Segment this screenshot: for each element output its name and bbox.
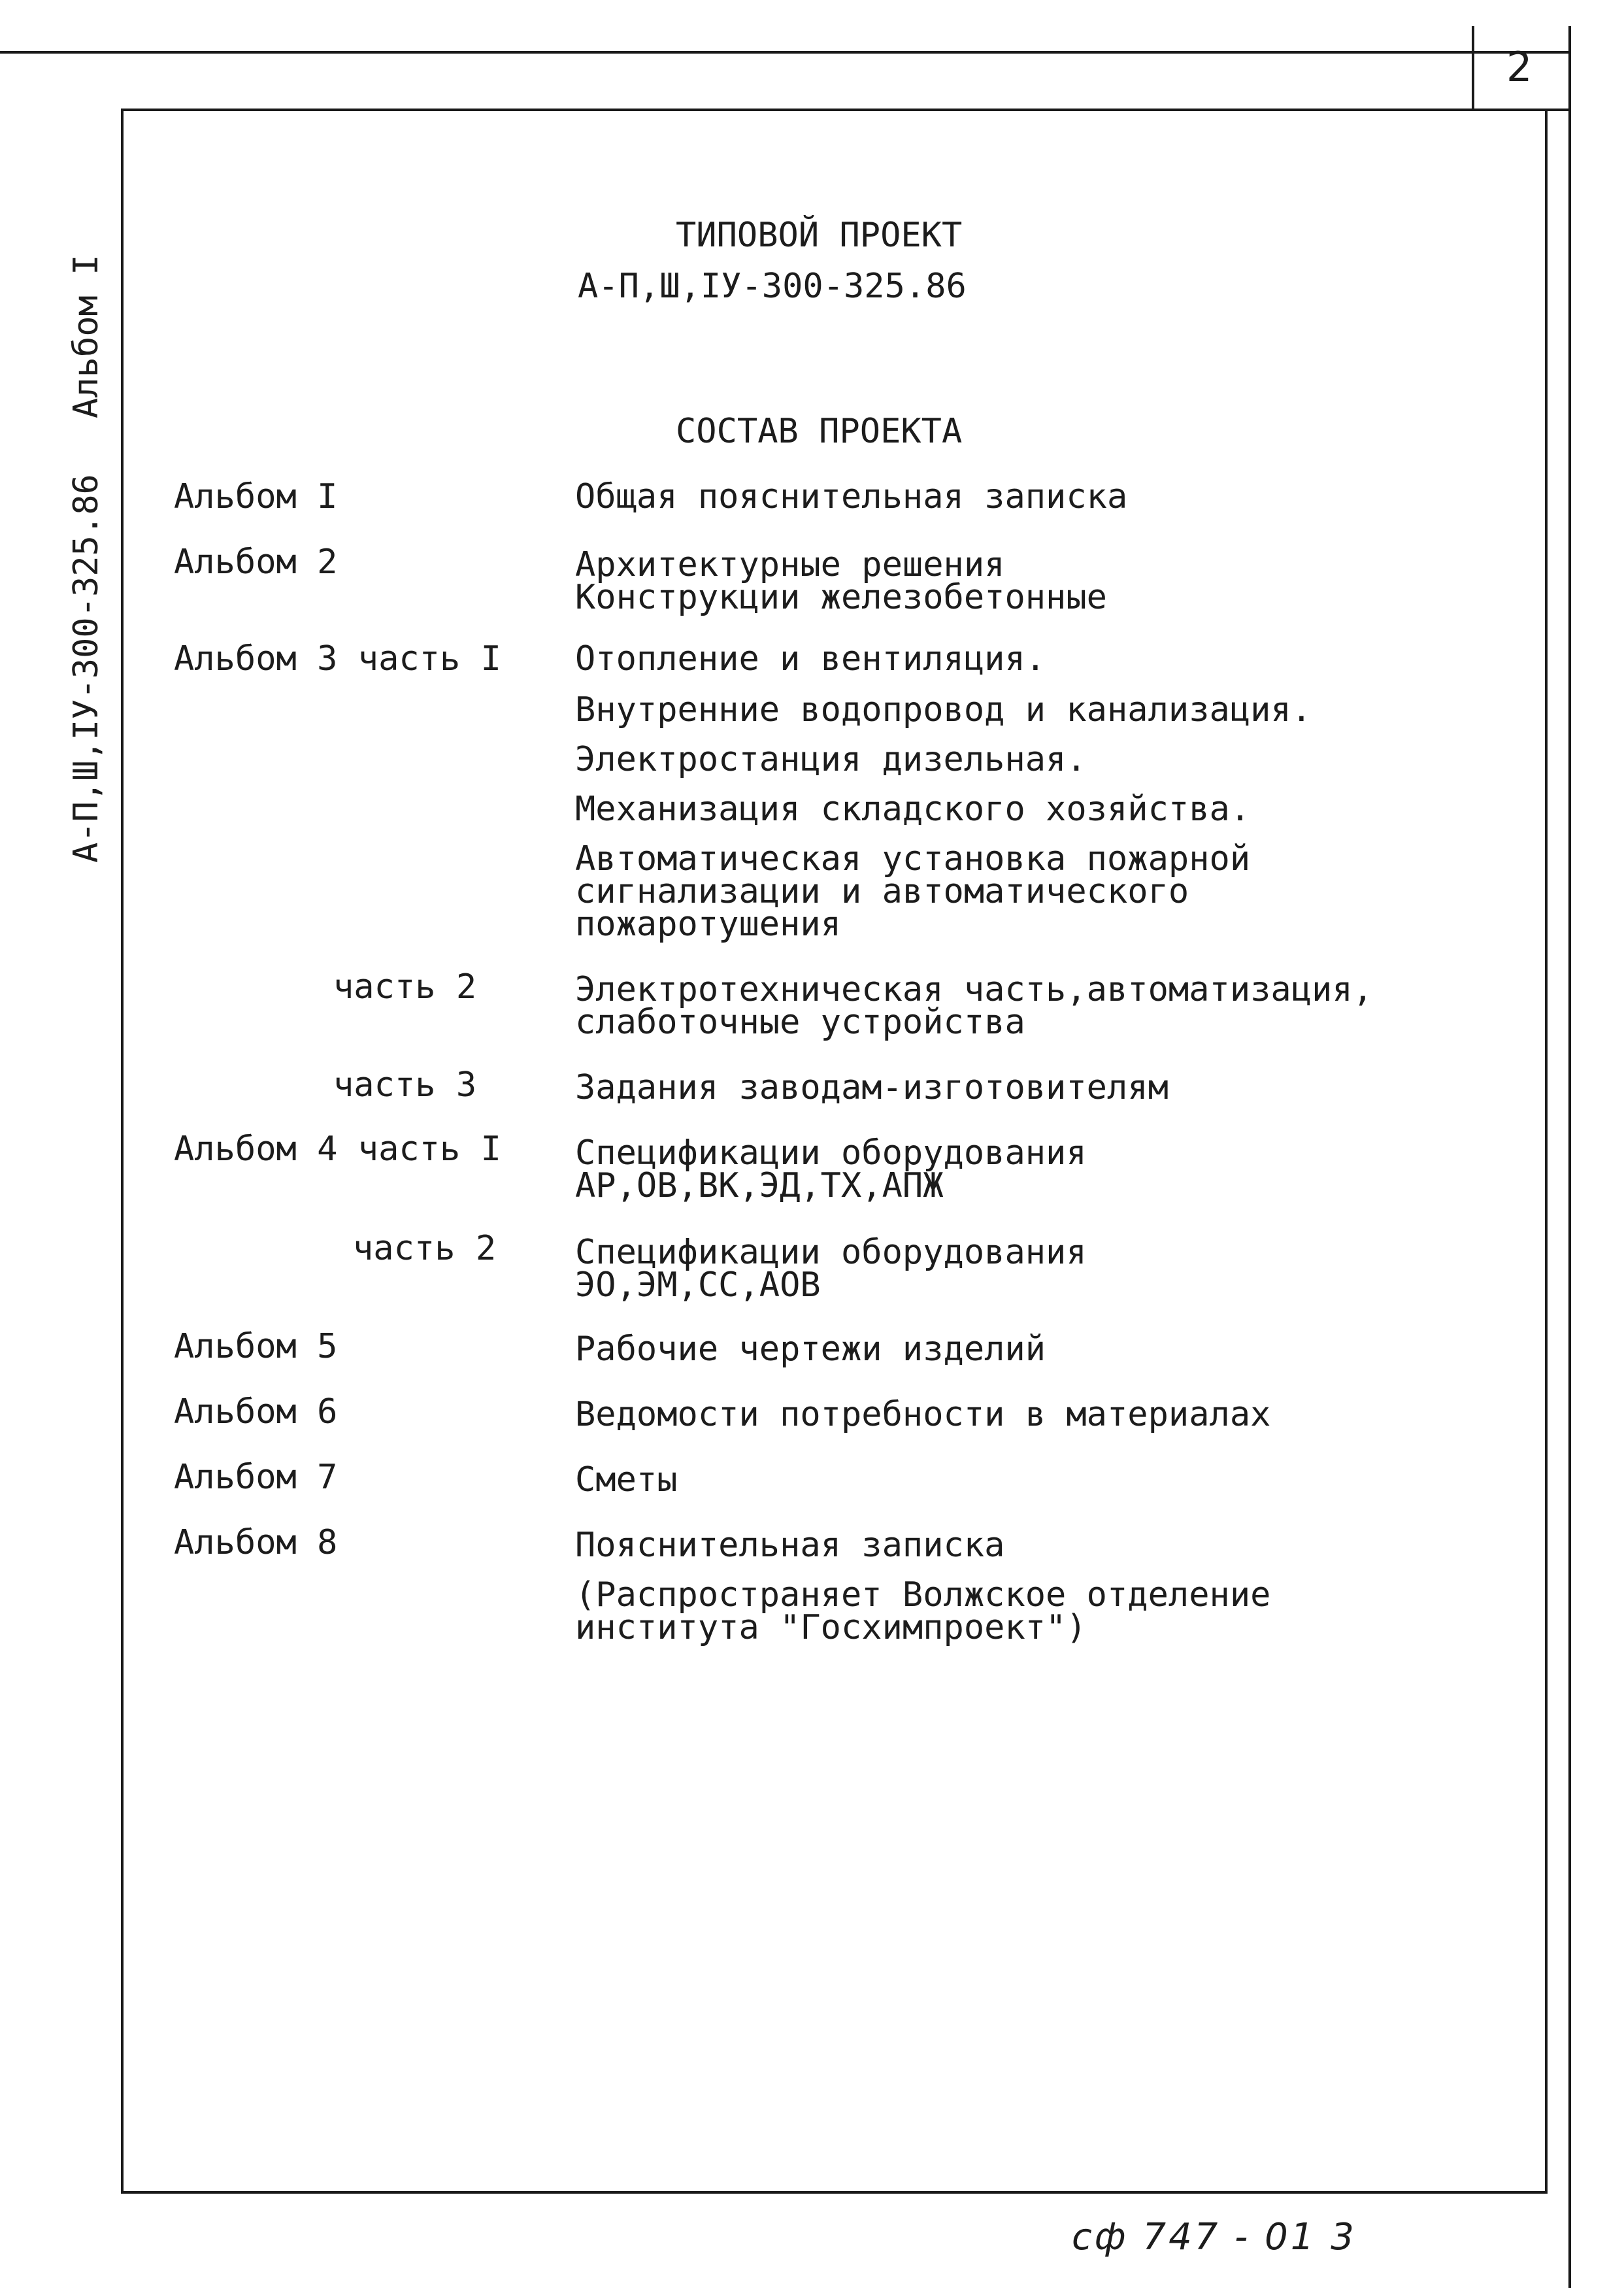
row-text: Электротехническая часть,автоматизация,	[575, 970, 1373, 1009]
row-text: сигнализации и автоматического	[575, 872, 1189, 911]
doc-code: А-П,Ш,IУ-300-325.86	[578, 267, 967, 306]
side-label-album: Альбом I	[67, 254, 106, 418]
row-note: института "Госхимпроект")	[575, 1608, 1087, 1647]
row-text: Спецификации оборудования	[575, 1233, 1087, 1272]
frame-right	[1545, 109, 1548, 2194]
page-number: 2	[1506, 43, 1533, 91]
page-number-box-right	[1568, 26, 1571, 2288]
row-text: Электростанция дизельная.	[575, 740, 1087, 779]
row-label: Альбом 3 часть I	[174, 639, 501, 678]
row-text: Пояснительная записка	[575, 1526, 1005, 1565]
row-text: Ведомости потребности в материалах	[575, 1395, 1271, 1434]
row-text: АР,ОВ,ВК,ЭД,ТХ,АПЖ	[575, 1166, 944, 1205]
frame-left	[121, 109, 124, 2194]
row-text: Автоматическая установка пожарной	[575, 839, 1251, 879]
row-text: Спецификации оборудования	[575, 1133, 1087, 1173]
row-label: часть 3	[333, 1065, 477, 1105]
row-note: (Распространяет Волжское отделение	[575, 1575, 1271, 1615]
row-label: Альбом 4 часть I	[174, 1130, 501, 1169]
section-title: СОСТАВ ПРОЕКТА	[676, 412, 963, 451]
row-text: Внутренние водопровод и канализация.	[575, 690, 1312, 729]
row-label: Альбом 2	[174, 543, 338, 582]
row-text: Сметы	[575, 1460, 678, 1499]
row-text: Задания заводам-изготовителям	[575, 1068, 1168, 1107]
row-label: Альбом 6	[174, 1392, 338, 1432]
row-text: слаботочные устройства	[575, 1003, 1025, 1042]
row-text: Механизация складского хозяйства.	[575, 790, 1251, 829]
top-rule	[0, 51, 1568, 54]
frame-bottom	[121, 2191, 1548, 2194]
row-text: ЭО,ЭМ,СС,АОВ	[575, 1265, 821, 1305]
row-label: часть 2	[333, 967, 477, 1007]
row-text: пожаротушения	[575, 905, 841, 944]
row-text: Общая пояснительная записка	[575, 477, 1128, 516]
row-text: Рабочие чертежи изделий	[575, 1330, 1046, 1369]
row-text: Отопление и вентиляция.	[575, 639, 1046, 678]
row-label: Альбом 8	[174, 1523, 338, 1562]
bottom-stamp: сф 747 - 01 3	[1072, 2216, 1357, 2258]
row-label: часть 2	[353, 1229, 497, 1268]
row-label: Альбом I	[174, 477, 338, 516]
row-label: Альбом 5	[174, 1327, 338, 1366]
frame-top	[121, 109, 1571, 111]
row-text: Конструкции железобетонные	[575, 578, 1107, 617]
row-label: Альбом 7	[174, 1458, 338, 1497]
doc-title: ТИПОВОЙ ПРОЕКТ	[676, 216, 963, 255]
page-number-box-left	[1472, 26, 1474, 111]
side-label-code: А-П,Ш,IУ-300-325.86	[67, 474, 106, 863]
row-text: Архитектурные решения	[575, 545, 1005, 584]
